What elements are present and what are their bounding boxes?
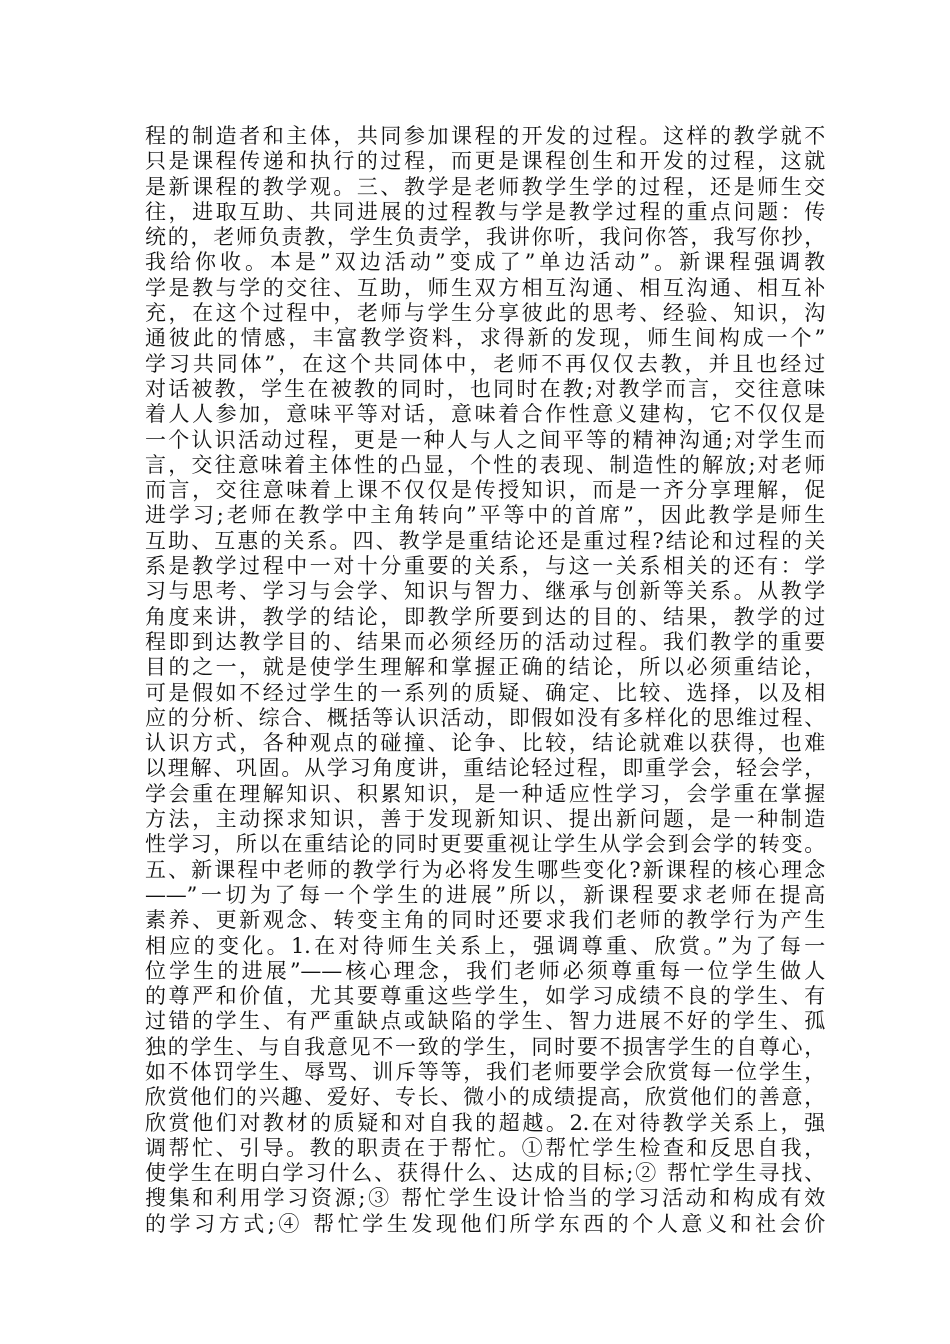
text-line: 角度来讲，教学的结论，即教学所要到达的目的、结果，教学的过 — [145, 604, 825, 629]
text-line: 习与思考、学习与会学、知识与智力、继承与创新等关系。从教学 — [145, 579, 825, 604]
text-line: 欣赏他们的兴趣、爱好、专长、微小的成绩提高，欣赏他们的善意， — [145, 1085, 825, 1110]
text-line: 进学习;老师在教学中主角转向”平等中的首席”，因此教学是师生 — [145, 503, 825, 528]
text-line: 程即到达教学目的、结果而必须经历的活动过程。我们教学的重要 — [145, 629, 825, 654]
text-line: 程的制造者和主体，共同参加课程的开发的过程。这样的教学就不 — [145, 124, 825, 148]
text-line: 的尊严和价值，尤其要尊重这些学生，如学习成绩不良的学生、有 — [145, 984, 825, 1009]
text-line: 以理解、巩固。从学习角度讲，重结论轻过程，即重学会，轻会学， — [145, 756, 825, 781]
text-line: 调帮忙、引导。教的职责在于帮忙。①帮忙学生检查和反思自我， — [145, 1135, 825, 1160]
text-line: 学习共同体”，在这个共同体中，老师不再仅仅去教，并且也经过 — [145, 351, 825, 376]
text-line: 我给你收。本是”双边活动”变成了”单边活动”。新课程强调教 — [145, 250, 825, 275]
text-line: 位学生的进展”——核心理念，我们老师必须尊重每一位学生做人 — [145, 958, 825, 983]
text-line: 素养、更新观念、转变主角的同时还要求我们老师的教学行为产生 — [145, 908, 825, 933]
text-line: 五、新课程中老师的教学行为必将发生哪些变化?新课程的核心理念 — [145, 857, 825, 882]
text-line: 应的分析、综合、概括等认识活动，即假如没有多样化的思维过程、 — [145, 705, 825, 730]
text-line: 可是假如不经过学生的一系列的质疑、确定、比较、选择，以及相 — [145, 680, 825, 705]
text-line: 充，在这个过程中，老师与学生分享彼此的思考、经验、知识，沟 — [145, 301, 825, 326]
text-line: 学会重在理解知识、积累知识，是一种适应性学习，会学重在掌握 — [145, 781, 825, 806]
text-line: 如不体罚学生、辱骂、训斥等等，我们老师要学会欣赏每一位学生， — [145, 1059, 825, 1084]
text-line: 通彼此的情感，丰富教学资料，求得新的发现，师生间构成一个” — [145, 326, 825, 351]
text-line: ——”一切为了每一个学生的进展”所以，新课程要求老师在提高 — [145, 882, 825, 907]
text-line: 搜集和利用学习资源;③ 帮忙学生设计恰当的学习活动和构成有效 — [145, 1186, 825, 1211]
text-line: 系是教学过程中一对十分重要的关系，与这一关系相关的还有：学 — [145, 554, 825, 579]
body-text — [145, 124, 825, 1237]
text-line: 认识方式，各种观点的碰撞、论争、比较，结论就难以获得，也难 — [145, 731, 825, 756]
text-line: 目的之一，就是使学生理解和掌握正确的结论，所以必须重结论， — [145, 655, 825, 680]
text-line: 方法，主动探求知识，善于发现新知识、提出新问题，是一种制造 — [145, 807, 825, 832]
text-line: 着人人参加，意味平等对话，意味着合作性意义建构，它不仅仅是 — [145, 402, 825, 427]
text-line: 使学生在明白学习什么、获得什么、达成的目标;② 帮忙学生寻找、 — [145, 1161, 825, 1186]
text-line: 的学习方式;④ 帮忙学生发现他们所学东西的个人意义和社会价 — [145, 1211, 825, 1236]
text-line: 往，进取互助、共同进展的过程教与学是教学过程的重点问题：传 — [145, 199, 825, 224]
text-line: 性学习，所以在重结论的同时更要重视让学生从学会到会学的转变。 — [145, 832, 825, 857]
text-line: 相应的变化。1.在对待师生关系上，强调尊重、欣赏。”为了每一 — [145, 933, 825, 958]
text-line: 互助、互惠的关系。四、教学是重结论还是重过程?结论和过程的关 — [145, 528, 825, 553]
text-line: 而言，交往意味着上课不仅仅是传授知识，而是一齐分享理解，促 — [145, 478, 825, 503]
text-line: 学是教与学的交往、互助，师生双方相互沟通、相互沟通、相互补 — [145, 275, 825, 300]
text-line: 是新课程的教学观。三、教学是老师教学生学的过程，还是师生交 — [145, 174, 825, 199]
text-line: 只是课程传递和执行的过程，而更是课程创生和开发的过程，这就 — [145, 149, 825, 174]
text-line: 统的，老师负责教，学生负责学，我讲你听，我问你答，我写你抄， — [145, 225, 825, 250]
text-line: 一个认识活动过程，更是一种人与人之间平等的精神沟通;对学生而 — [145, 427, 825, 452]
text-line: 欣赏他们对教材的质疑和对自我的超越。2.在对待教学关系上，强 — [145, 1110, 825, 1135]
text-line: 过错的学生、有严重缺点或缺陷的学生、智力进展不好的学生、孤 — [145, 1009, 825, 1034]
text-line: 言，交往意味着主体性的凸显，个性的表现、制造性的解放;对老师 — [145, 452, 825, 477]
text-line: 独的学生、与自我意见不一致的学生，同时要不损害学生的自尊心， — [145, 1034, 825, 1059]
text-line: 对话被教，学生在被教的同时，也同时在教;对教学而言，交往意味 — [145, 376, 825, 401]
